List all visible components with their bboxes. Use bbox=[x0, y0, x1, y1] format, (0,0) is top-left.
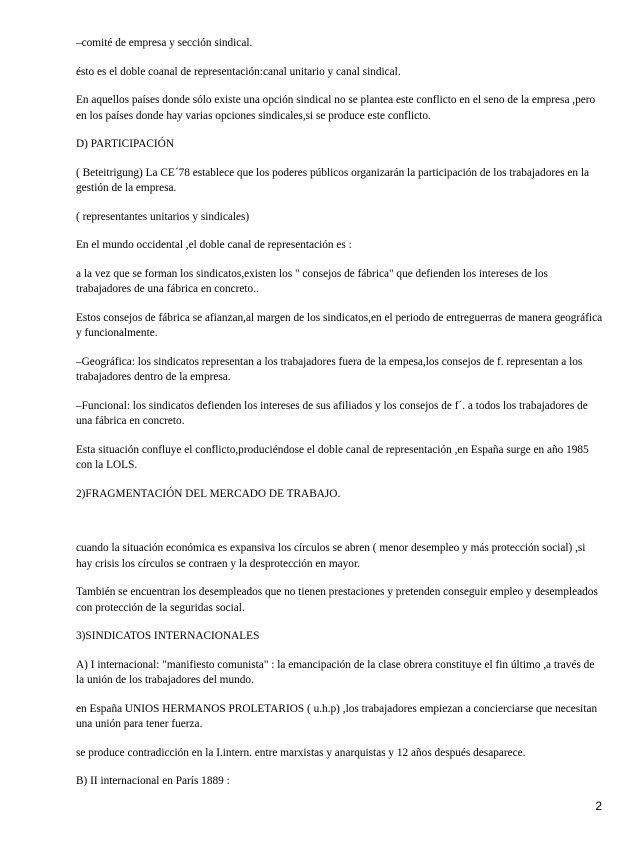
page-number: 2 bbox=[595, 799, 602, 813]
blank-gap bbox=[76, 515, 604, 541]
paragraph-uhp: en España UNIOS HERMANOS PROLETARIOS ( u.h.p) ,los trabajadores empiezan a concierciarse que necesitan una unión para tener fuerza. bbox=[76, 702, 598, 730]
paragraph-comite: –comité de empresa y sección sindical. bbox=[76, 37, 253, 49]
paragraph-geografica: –Geográfica: los sindicatos representan a los trabajadores fuera de la empesa,los consejos de f. representan a los trabajadores dentro de la empresa. bbox=[76, 355, 583, 383]
paragraph-representantes: ( representantes unitarios y sindicales) bbox=[76, 210, 250, 223]
heading-sindicatos-internacionales: 3)SINDICATOS INTERNACIONALES bbox=[76, 630, 260, 642]
paragraph-consejos-fabrica: a la vez que se forman los sindicatos,existen los " consejos de fábrica" que defienden los intereses de los trabajadores de una fábrica en concreto.. bbox=[76, 267, 548, 295]
paragraph-mundo-occidental: En el mundo occidental ,el doble canal de representación es : bbox=[76, 239, 352, 251]
paragraph-lols: Esta situación confluye el conflicto,produciéndose el doble canal de representación ,en España surge en año 1985 con la LOLS. bbox=[76, 443, 589, 471]
paragraph-doble-canal: ésto es el doble coanal de representación:canal unitario y canal sindical. bbox=[76, 65, 401, 78]
paragraph-desempleados: También se encuentran los desempleados que no tienen prestaciones y pretenden conseguir empleo y desempleados con protección de la seguridas social. bbox=[76, 586, 598, 614]
paragraph-entreguerras: Estos consejos de fábrica se afianzan,al margen de los sindicatos,en el periodo de entreguerras de manera geográfica y funcionalmente. bbox=[76, 311, 603, 339]
heading-segunda-internacional: B) II internacional en París 1889 : bbox=[76, 775, 230, 787]
paragraph-contradiccion: se produce contradicción en la I.intern. entre marxistas y anarquistas y 12 años después desaparece. bbox=[76, 746, 526, 759]
document-body bbox=[76, 36, 604, 803]
heading-fragmentacion: 2)FRAGMENTACIÓN DEL MERCADO DE TRABAJO. bbox=[76, 487, 341, 500]
paragraph-paises-opcion-sindical: En aquellos países donde sólo existe una opción sindical no se plantea este conflicto en el seno de la empresa ,pero en los países donde hay varias opciones sindicales,si se produce este conflicto. bbox=[76, 94, 596, 122]
paragraph-primera-internacional: A) I internacional: "manifiesto comunista" : la emancipación de la clase obrera constituye el fin último ,a través de la unión de los trabajadores del mundo. bbox=[76, 658, 595, 686]
paragraph-beteitrigung: ( Beteitrigung) La CE´78 establece que los poderes públicos organizarán la participación de los trabajadores en la gestión de la empresa. bbox=[76, 166, 589, 194]
heading-participacion: D) PARTICIPACIÓN bbox=[76, 138, 174, 150]
paragraph-funcional: –Funcional: los sindicatos defienden los intereses de sus afiliados y los consejos de f´. a todos los trabajadores de una fábrica en concreto. bbox=[76, 399, 588, 427]
paragraph-situacion-economica: cuando la situación económica es expansiva los círculos se abren ( menor desempleo y más protección social) ,si hay crisis los círculos se contraen y la desprotección en mayor. bbox=[76, 542, 586, 570]
